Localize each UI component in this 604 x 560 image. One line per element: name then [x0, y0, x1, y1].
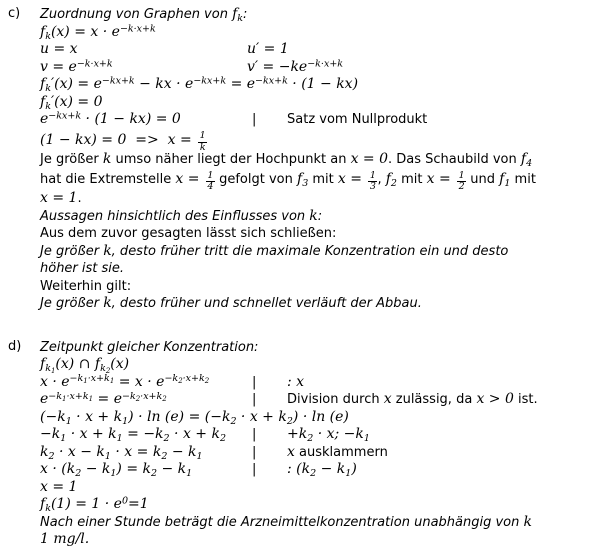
subscript: 1 [65, 415, 72, 427]
math-text: k [523, 513, 532, 530]
section-label: d) [8, 338, 22, 354]
plain-text: mit [308, 172, 338, 187]
step-annotation [287, 374, 304, 392]
math-text: f [520, 150, 527, 167]
fraction-numerator: 1 [458, 169, 465, 181]
math-text: (x) [110, 356, 130, 372]
subscript: 1 [504, 178, 511, 189]
math-text: f [40, 93, 46, 110]
subscript: 1 [186, 468, 193, 479]
math-text: x = 0 [350, 150, 389, 167]
superscript: −k·x+k [119, 23, 156, 34]
subscript: 2 [151, 468, 158, 479]
math-text: · x + k [71, 408, 123, 425]
text-line [40, 208, 604, 226]
math-text: (1 − kx) = 0 => x = [40, 131, 197, 148]
text-line [40, 41, 604, 59]
plain-text: ausklammern [294, 444, 388, 460]
italic-text: höher ist sie. [40, 261, 125, 276]
math-text: x · (k [40, 461, 76, 477]
pipe-separator: | [252, 427, 257, 442]
text-line [40, 243, 604, 261]
math-text: k [103, 242, 112, 259]
subscript: 2 [161, 450, 168, 462]
plain-text: gefolgt von [214, 172, 297, 187]
section-c [0, 6, 604, 313]
subscript: 2 [135, 394, 141, 403]
text-line [40, 356, 604, 374]
text-line [40, 339, 604, 357]
math-text: (−k [40, 408, 66, 425]
math-text: k [40, 443, 49, 460]
math-text: = e [93, 391, 122, 407]
subscript: 2 [162, 394, 167, 403]
subscript: 3 [302, 178, 309, 189]
math-text: x = 1 [40, 478, 78, 495]
subscript: k2 [100, 363, 111, 375]
plain-text: Weiterhin gilt: [40, 278, 132, 294]
superscript: −k1·x+k1 [48, 390, 94, 403]
subscript: 1 [88, 394, 94, 403]
text-line [40, 94, 604, 112]
math-text: · x + k [169, 426, 220, 442]
superscript: −k2·x+k2 [164, 373, 210, 385]
subscript: k1 [45, 363, 56, 375]
math-text: x = [337, 171, 367, 187]
subscript: 2 [219, 433, 227, 444]
text-line [40, 225, 604, 243]
subscript: 2 [310, 468, 317, 479]
italic-text: , desto früher tritt die maximale Konzentration ein und desto [111, 243, 509, 259]
math-text: (x) = x · e [50, 23, 120, 40]
math-text: x [383, 391, 392, 407]
text-line [40, 168, 604, 190]
pipe-separator: | [252, 462, 257, 477]
math-text: ) · ln (e) = (−k [128, 408, 231, 425]
math-text: − k [157, 461, 187, 477]
text-line [40, 76, 604, 94]
italic-text: : [317, 208, 323, 224]
step-annotation [287, 111, 427, 129]
subscript: k [45, 100, 51, 112]
math-text: x = 1 [40, 190, 78, 206]
text-line [40, 461, 604, 479]
math-text: f [232, 6, 238, 22]
plain-text: Satz vom Nullprodukt [287, 112, 428, 127]
math-text: ) = k [116, 461, 151, 477]
math-text: v = e [40, 58, 77, 75]
pipe-separator: | [252, 112, 257, 127]
math-text: f [40, 496, 46, 512]
math-text: (x) ∩ f [55, 356, 101, 372]
text-line [40, 391, 604, 409]
subscript: 1 [116, 433, 123, 444]
text-line [40, 111, 604, 129]
step-annotation [287, 461, 357, 479]
math-text: k [309, 207, 318, 224]
math-text: (1) = 1 · e [50, 496, 122, 512]
math-text: x > 0 [476, 391, 514, 407]
subscript: 1 [110, 468, 117, 479]
text-line [40, 151, 604, 169]
pipe-separator: | [252, 392, 257, 407]
text-line [40, 409, 604, 427]
subscript: 2 [390, 178, 397, 189]
math-text: k [102, 150, 112, 167]
subscript: k [237, 13, 244, 24]
text-line [40, 479, 604, 497]
math-text: − k [81, 461, 111, 477]
subscript: 1 [50, 367, 56, 375]
math-text: = −k [122, 426, 164, 442]
subscript: 1 [62, 394, 67, 403]
math-text: · x; −k [313, 426, 364, 442]
text-line [40, 278, 604, 296]
math-text: − k [167, 443, 197, 460]
subscript: 1 [196, 450, 203, 462]
italic-text: Zuordnung von Graphen von [40, 7, 233, 22]
math-text: 1 mg/l. [40, 531, 90, 547]
subscript: 2 [230, 415, 237, 427]
math-text: ′(x) = e [50, 76, 102, 92]
text-line [40, 426, 604, 444]
math-text: x · e [40, 373, 70, 390]
superscript: −k·x+k [76, 58, 113, 69]
italic-text: Zeitpunkt gleicher Konzentration: [40, 339, 259, 355]
fraction-numerator: 1 [369, 169, 376, 181]
math-text: u = x [40, 41, 78, 57]
text-line [40, 374, 604, 392]
plain-text: zulässig, da [391, 392, 477, 407]
math-text: −k [40, 426, 61, 442]
fraction-denominator: 2 [458, 181, 465, 192]
superscript: −kx+k [101, 75, 135, 87]
subscript: 2 [307, 433, 314, 444]
pipe-separator: | [252, 444, 257, 460]
math-text: x [287, 443, 295, 460]
plain-text: umso näher liegt der Hochpunkt an [111, 151, 351, 167]
math-text: v′ = −ke [247, 58, 308, 75]
math-text: x = [426, 171, 456, 187]
math-text: · (1 − kx) = 0 [81, 111, 181, 127]
math-text: ) [351, 461, 357, 477]
math-text: e [40, 391, 49, 407]
plain-text: Division durch [287, 392, 384, 407]
subscript: 2 [105, 367, 111, 375]
fraction-denominator: k [199, 141, 206, 153]
superscript: −k2·x+k2 [121, 390, 167, 403]
superscript: −kx+k [255, 75, 288, 87]
fraction-numerator: 1 [207, 169, 214, 181]
italic-text: Je größer [40, 296, 104, 311]
second-column [247, 41, 289, 59]
plain-text: hat die Extremstelle [40, 172, 176, 187]
subscript: 1 [83, 377, 88, 385]
text-line [40, 59, 604, 77]
step-annotation [287, 391, 538, 409]
math-text: · x + k [236, 408, 287, 425]
subscript: 1 [60, 433, 67, 444]
superscript: −kx+k [193, 75, 227, 87]
math-text: − k [316, 461, 346, 477]
math-text: f [40, 76, 46, 92]
plain-text: . [77, 191, 82, 206]
math-text: k [103, 295, 112, 311]
italic-text: : [243, 7, 248, 22]
fraction-denominator: 4 [207, 181, 214, 192]
math-text: : x [287, 373, 305, 390]
math-text: : (k [287, 461, 311, 477]
subscript: 1 [345, 468, 352, 479]
fraction-denominator: 3 [369, 181, 376, 192]
plain-text: mit [396, 172, 427, 187]
math-text: f [499, 171, 505, 187]
subscript: 2 [75, 468, 82, 479]
subscript: k [45, 30, 51, 42]
subscript: 1 [109, 377, 115, 385]
math-text: = x · e [114, 373, 165, 390]
math-text: · x + k [66, 426, 117, 442]
subscript: 1 [363, 433, 370, 444]
math-text: · x = k [110, 443, 162, 460]
subscript: 2 [204, 377, 210, 385]
text-line [40, 444, 604, 462]
math-text: f [385, 171, 391, 187]
pipe-separator: | [252, 374, 257, 390]
second-column [247, 59, 343, 77]
subscript: k [45, 83, 51, 94]
subscript: 2 [286, 415, 293, 427]
text-line [40, 496, 604, 514]
document-page [0, 6, 604, 549]
plain-text: Aus dem zuvor gesagten lässt sich schließen: [40, 226, 337, 241]
math-text: e [40, 111, 49, 127]
superscript: −k·x+k [307, 58, 344, 69]
step-annotation [287, 426, 370, 444]
plain-text: , [377, 172, 386, 187]
math-text: f [40, 356, 46, 372]
section-label: c) [8, 6, 21, 21]
italic-text: Je größer [40, 243, 104, 259]
math-text: +k [287, 426, 308, 442]
text-line [40, 260, 604, 278]
plain-text: Je größer [40, 151, 103, 167]
superscript: 0 [121, 495, 129, 507]
subscript: 2 [163, 433, 170, 444]
math-text: =1 [128, 496, 149, 512]
italic-text: Nach einer Stunde beträgt die Arzneimittelkonzentration unabhängig von [40, 514, 524, 530]
math-text: f [297, 171, 303, 187]
plain-text: . Das Schaubild von [388, 151, 521, 167]
plain-text: ist. [513, 392, 538, 407]
text-line [40, 295, 604, 313]
superscript: −k1·x+k1 [69, 373, 115, 385]
math-text: u′ = 1 [247, 41, 289, 57]
math-text: x = [175, 171, 204, 187]
fraction-numerator: 1 [199, 130, 206, 142]
subscript: 1 [122, 415, 129, 427]
math-text: = e [226, 76, 256, 92]
math-text: − kx · e [134, 76, 194, 92]
text-line [40, 514, 604, 532]
italic-text: Aussagen hinsichtlich des Einflusses von [40, 208, 310, 224]
subscript: 1 [104, 450, 111, 462]
text-line [40, 190, 604, 208]
subscript: 2 [48, 450, 55, 462]
subscript: k [45, 503, 51, 514]
step-annotation [287, 444, 388, 462]
subscript: 4 [526, 157, 533, 169]
text-line [40, 129, 604, 151]
math-text: · x − k [54, 443, 105, 460]
math-text: ) · ln (e) [292, 408, 349, 425]
text-line [40, 6, 604, 24]
superscript: −kx+k [48, 110, 82, 122]
text-line [40, 531, 604, 549]
section-d [0, 339, 604, 549]
text-line [40, 24, 604, 42]
plain-text: und [466, 172, 500, 187]
plain-text: mit [510, 172, 536, 187]
math-text: f [40, 23, 46, 40]
math-text: ′(x) = 0 [50, 93, 103, 110]
math-text: · (1 − kx) [287, 76, 359, 92]
subscript: 2 [178, 377, 183, 385]
italic-text: , desto früher und schnellet verläuft der Abbau. [111, 296, 422, 311]
